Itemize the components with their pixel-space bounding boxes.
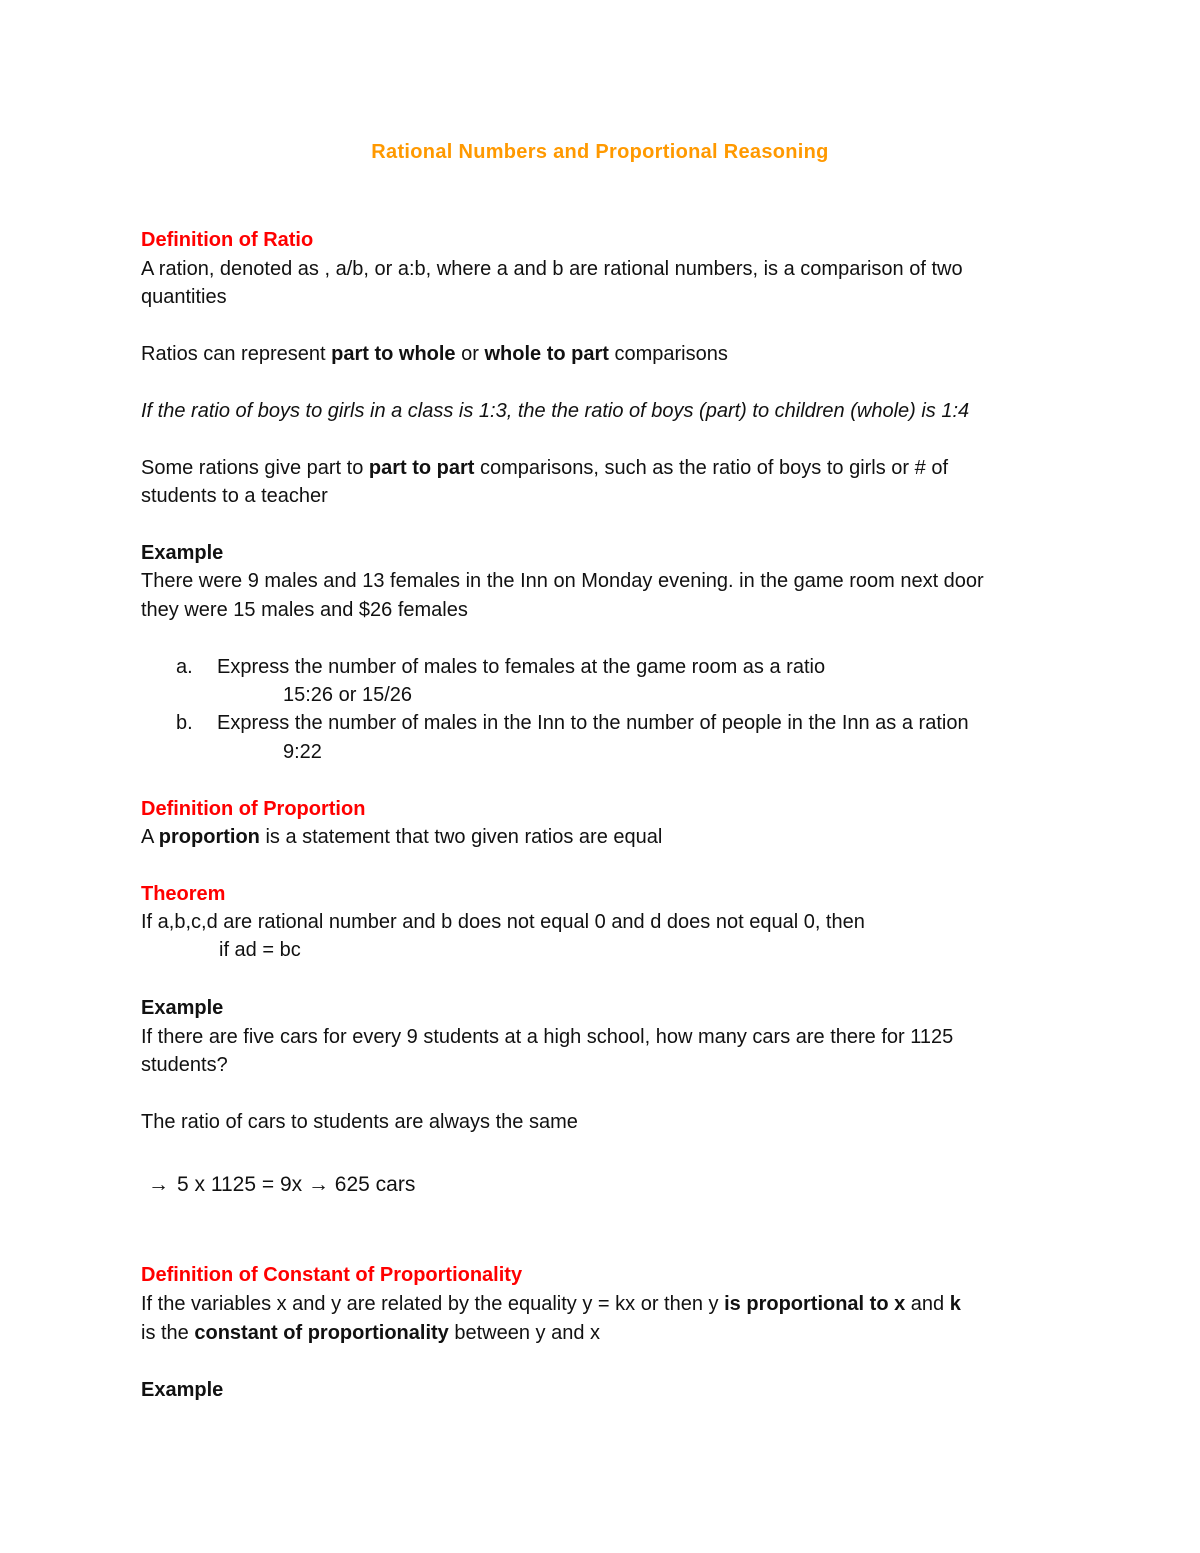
proportion-definition xyxy=(141,823,662,851)
ratio-heading: Definition of Ratio xyxy=(141,229,314,251)
example1-line1: There were 9 males and 13 females in the Inn on Monday evening. in the game room next door xyxy=(141,570,984,592)
constant-line1 xyxy=(141,1290,961,1318)
example3-heading: Example xyxy=(141,1379,224,1401)
constant-l1-pre: If the variables x and y are related by the equality y = kx or then y xyxy=(141,1293,725,1315)
ratio-italic-example: If the ratio of boys to girls in a class is 1:3, the the ratio of boys (part) to children (whole) is 1:4 xyxy=(141,400,970,422)
proportion-post: is a statement that two given ratios are equal xyxy=(259,826,663,848)
arrow-right-icon: → xyxy=(148,1173,169,1196)
some-rations-line2: students to a teacher xyxy=(141,485,328,507)
list-item-b-marker: b. xyxy=(176,712,193,734)
list-item-a-text: Express the number of males to females at the game room as a ratio xyxy=(217,656,826,678)
list-item-a-marker: a. xyxy=(176,656,193,678)
represent-bold-whole-to-part: whole to part xyxy=(484,343,609,365)
example2-line3: The ratio of cars to students are always the same xyxy=(141,1111,578,1133)
some-post: comparisons, such as the ratio of boys to girls or # of xyxy=(474,457,949,479)
list-item-b-answer: 9:22 xyxy=(283,741,322,763)
constant-l2-pre: is the xyxy=(141,1322,195,1344)
proportion-bold: proportion xyxy=(158,826,260,848)
ratio-definition-line2: quantities xyxy=(141,286,227,308)
theorem-heading: Theorem xyxy=(141,883,226,905)
some-bold-part-to-part: part to part xyxy=(368,457,475,479)
theorem-line1: If a,b,c,d are rational number and b does not equal 0 and d does not equal 0, then xyxy=(141,911,865,933)
proportion-heading: Definition of Proportion xyxy=(141,798,366,820)
represent-mid: or xyxy=(455,343,485,365)
list-item-a-answer: 15:26 or 15/26 xyxy=(283,684,412,706)
represent-bold-part-to-whole: part to whole xyxy=(331,343,456,365)
constant-line2 xyxy=(141,1319,600,1347)
document-title: Rational Numbers and Proportional Reasoning xyxy=(371,141,829,163)
theorem-line2: if ad = bc xyxy=(219,939,301,961)
example2-equation-line xyxy=(148,1170,415,1200)
example2-equation: 5 x 1125 = 9x → 625 cars xyxy=(177,1173,416,1196)
list-item-b-text: Express the number of males in the Inn to the number of people in the Inn as a ration xyxy=(217,712,969,734)
example1-heading: Example xyxy=(141,542,224,564)
example2-line1: If there are five cars for every 9 students at a high school, how many cars are there for 1125 xyxy=(141,1026,954,1048)
example2-heading: Example xyxy=(141,997,224,1019)
proportion-pre: A xyxy=(141,826,159,848)
constant-heading: Definition of Constant of Proportionality xyxy=(141,1264,523,1286)
constant-l2-bold: constant of proportionality xyxy=(194,1322,449,1344)
constant-l2-post: between y and x xyxy=(448,1322,601,1344)
constant-l1-bold1: is proportional to x xyxy=(724,1293,906,1315)
some-pre: Some rations give part to xyxy=(141,457,369,479)
constant-l1-bold2: k xyxy=(949,1293,961,1315)
ratio-definition-line1: A ration, denoted as , a/b, or a:b, where a and b are rational numbers, is a comparison of two xyxy=(141,258,963,280)
some-rations-line1 xyxy=(141,454,948,482)
represent-pre: Ratios can represent xyxy=(141,343,332,365)
constant-l1-mid: and xyxy=(905,1293,950,1315)
example1-line2: they were 15 males and $26 females xyxy=(141,599,468,621)
represent-post: comparisons xyxy=(608,343,728,365)
ratio-represent-line xyxy=(141,340,728,368)
example2-line2: students? xyxy=(141,1054,228,1076)
